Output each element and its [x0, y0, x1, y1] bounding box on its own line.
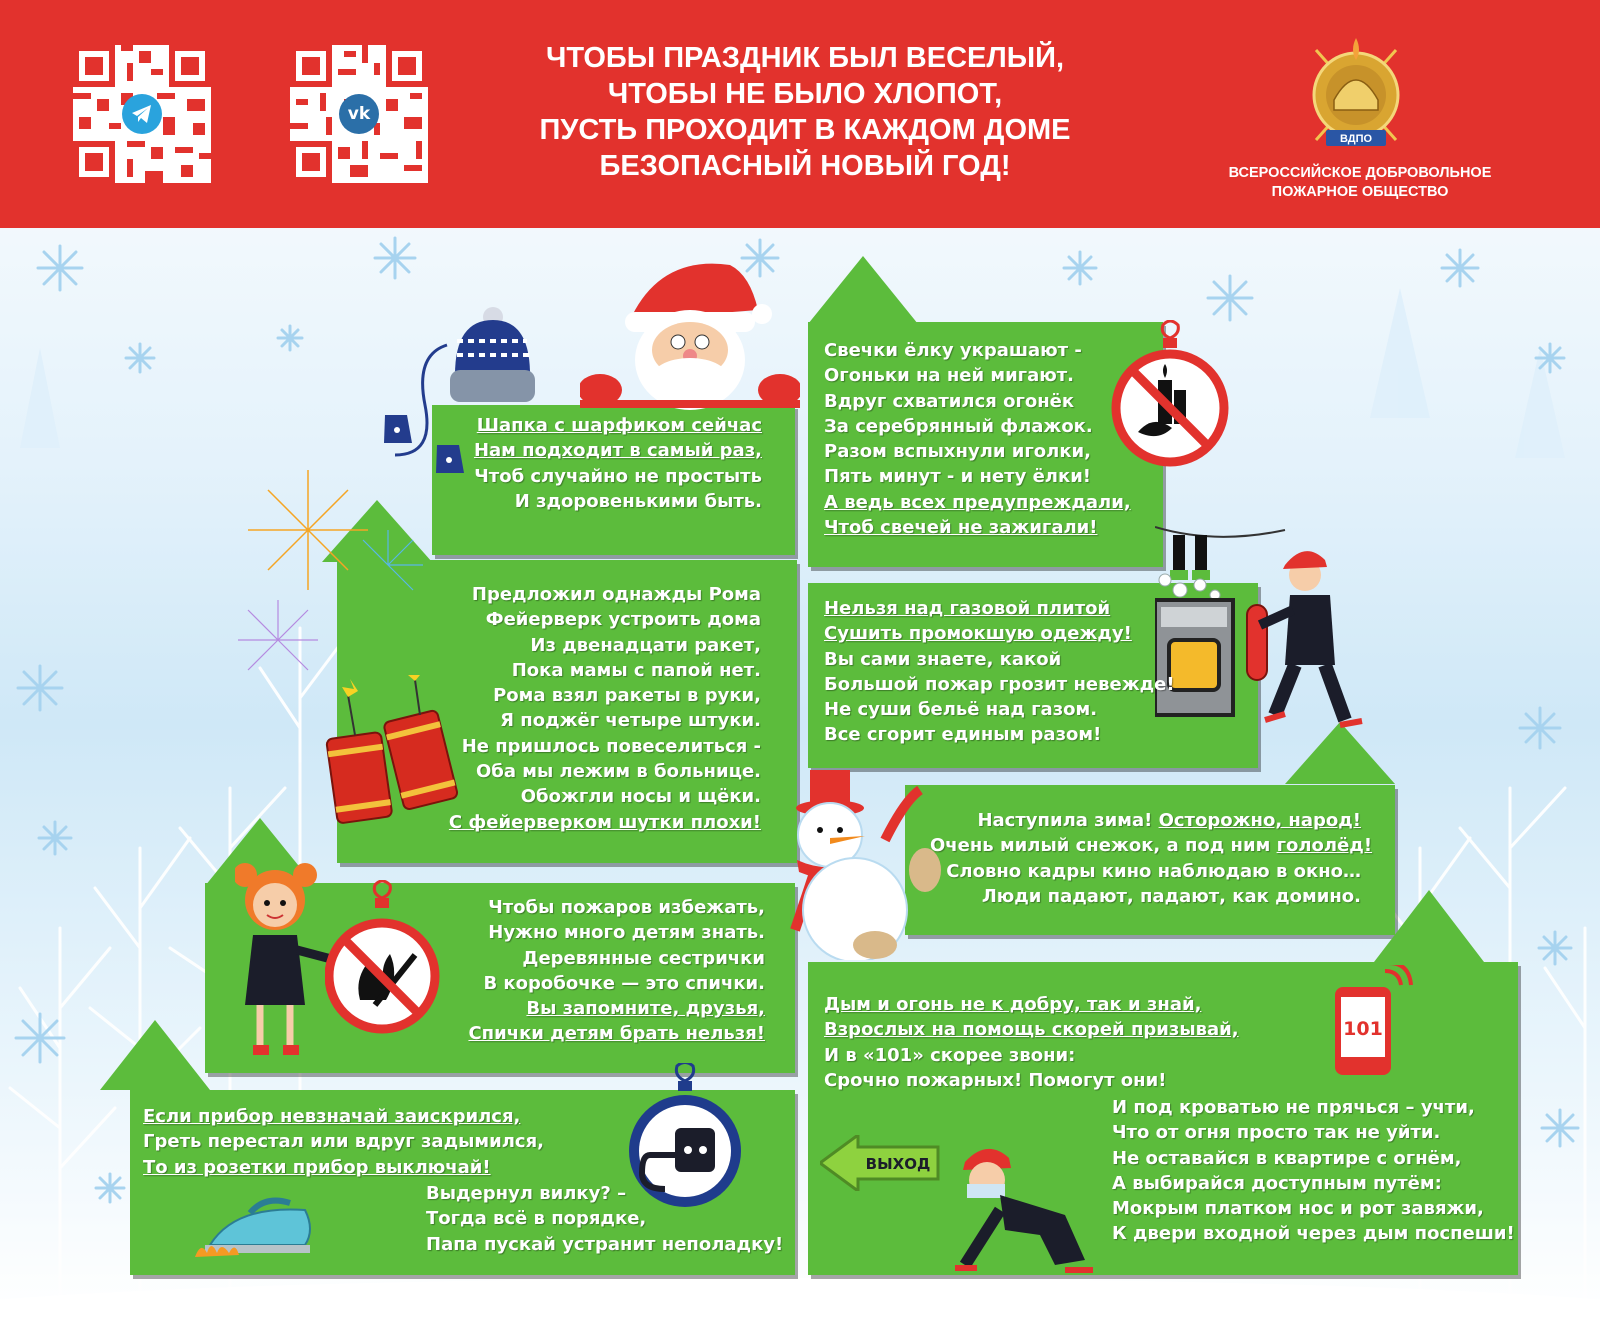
header-banner [0, 0, 1600, 228]
poem-smoke-bottom [1112, 1095, 1515, 1247]
headline-line: БЕЗОПАСНЫЙ НОВЫЙ ГОД! [599, 150, 1011, 182]
firefighter-extinguisher-icon [1155, 515, 1395, 745]
poem-hat [440, 413, 762, 514]
poem-line: Рома взял ракеты в руки, [493, 685, 761, 707]
poem-line: Сушить промокшую одежду! [824, 623, 1132, 645]
poem-line: А выбирайся доступным путём: [1112, 1172, 1442, 1194]
poem-line: Вы сами знаете, какой [824, 648, 1062, 670]
poem-line: Не пришлось повеселиться - [461, 735, 761, 757]
poem-line-text: Словно кадры кино наблюдаю в окно… [946, 860, 1361, 882]
poem-line: Нам подходит в самый раз, [473, 440, 762, 462]
poem-fireworks [440, 582, 761, 835]
firecrackers-icon [320, 675, 460, 825]
poem-line: Выдернул вилку? – [426, 1183, 627, 1204]
exit-sign: ВЫХОД [865, 1155, 931, 1173]
vk-icon [339, 94, 379, 134]
poem-line: Мокрым платком нос и рот завяжи, [1112, 1198, 1484, 1220]
poem-line: Обожгли носы и щёки. [520, 786, 761, 808]
telegram-icon [122, 94, 162, 134]
poem-ice [930, 808, 1373, 909]
panel-arrow [808, 256, 918, 324]
poem-line-emphasis: гололёд! [1276, 835, 1373, 857]
poem-line: Вы запомните, друзья, [526, 998, 765, 1020]
crawling-firefighter-icon [945, 1140, 1105, 1280]
poem-line: Пять минут - и нету ёлки! [824, 466, 1092, 488]
poem-smoke-top [824, 992, 1239, 1093]
poem-line: Оба мы лежим в больнице. [475, 761, 761, 783]
poem-line: Спички детям брать нельзя! [468, 1023, 765, 1045]
poem-line: Предложил однажды Рома [471, 584, 761, 605]
poem-line: К двери входной через дым поспеши! [1112, 1223, 1515, 1245]
poem-line: Срочно пожарных! Помогут они! [824, 1069, 1167, 1091]
qr-code-vk[interactable] [290, 45, 428, 183]
poem-line: Из двенадцати ракет, [530, 634, 761, 656]
vk-badge-label: vk [347, 104, 371, 124]
poem-line: А ведь всех предупреждали, [824, 491, 1131, 513]
poem-line: Шапка с шарфиком сейчас [476, 415, 762, 436]
burning-iron-icon [195, 1195, 325, 1265]
vdpo-emblem-icon [1296, 30, 1416, 160]
poem-line: Чтоб свечей не зажигали! [824, 517, 1098, 539]
poem-line: Что от огня просто так не уйти. [1112, 1122, 1441, 1144]
poem-line: Нельзя над газовой плитой [824, 598, 1111, 619]
poem-line: Чтобы пожаров избежать, [488, 897, 765, 918]
headline-line: ПУСТЬ ПРОХОДИТ В КАЖДОМ ДОМЕ [539, 114, 1071, 146]
santa-icon [580, 250, 800, 420]
poem-line [930, 808, 1361, 833]
poem-candles [824, 338, 1131, 540]
poem-line [930, 884, 1361, 909]
poem-matches [440, 895, 765, 1047]
phone-101-icon [1335, 965, 1415, 1085]
poem-appliance-top [143, 1104, 544, 1180]
poem-line: И в «101» скорее звони: [824, 1044, 1076, 1066]
panel-arrow [1374, 890, 1484, 962]
qr-code-telegram[interactable] [73, 45, 211, 183]
poem-line: Вдруг схватился огонёк [824, 390, 1075, 412]
poem-line: И здоровенькими быть. [514, 490, 762, 512]
poem-line: Не оставайся в квартире с огнём, [1112, 1147, 1462, 1169]
poem-line: Я поджёг четыре штуки. [500, 710, 761, 732]
poem-line: Нужно много детям знать. [488, 922, 765, 944]
poem-line: Чтоб случайно не простыть [474, 465, 762, 487]
headline-line: ЧТОБЫ НЕ БЫЛО ХЛОПОТ, [607, 78, 1003, 110]
org-name [1205, 164, 1515, 202]
poem-line: Огоньки на ней мигают. [824, 365, 1075, 387]
poem-line: Тогда всё в порядке, [426, 1208, 647, 1230]
poem-line: Все сгорит единым разом! [824, 724, 1102, 746]
poem-line: То из розетки прибор выключай! [143, 1156, 491, 1178]
poem-line: Пока мамы с папой нет. [511, 659, 761, 681]
exit-arrow-icon [820, 1135, 940, 1191]
headline [470, 40, 1140, 184]
poem-line: Большой пожар грозит невежде! [824, 673, 1175, 695]
poem-line: Взрослых на помощь скорей призывай, [824, 1019, 1239, 1041]
poem-line [930, 833, 1373, 858]
snowman-icon [755, 760, 945, 960]
poem-line [930, 859, 1361, 884]
poem-line-text: Люди падают, падают, как домино. [981, 885, 1361, 907]
poem-line-text: Очень милый снежок, а под ним [930, 835, 1277, 857]
poem-line-text: Наступила зима! [977, 810, 1159, 831]
no-matches-icon [325, 880, 445, 1040]
poem-line: За серебрянный флажок. [824, 415, 1093, 437]
poem-line: В коробочке — это спички. [483, 972, 765, 994]
poem-line: Дым и огонь не к добру, так и знай, [824, 994, 1202, 1015]
poem-line: Папа пускай устранит неполадку! [426, 1233, 784, 1255]
poem-line: Деревянные сестрички [522, 947, 765, 969]
org-name-line: ВСЕРОССИЙСКОЕ ДОБРОВОЛЬНОЕ [1228, 165, 1492, 181]
poem-line: Свечки ёлку украшают - [824, 340, 1082, 361]
headline-line: ЧТОБЫ ПРАЗДНИК БЫЛ ВЕСЕЛЫЙ, [545, 42, 1065, 74]
emergency-number: 101 [1343, 1018, 1383, 1040]
poem-line: Фейерверк устроить дома [485, 609, 761, 631]
poem-line-emphasis: Осторожно, народ! [1158, 810, 1361, 831]
poem-line: Если прибор невзначай заискрился, [143, 1106, 521, 1127]
poem-line: Разом вспыхнули иголки, [824, 441, 1091, 463]
poem-gas [824, 596, 1175, 748]
poem-line: Не суши бельё над газом. [824, 699, 1098, 721]
panel-arrow [100, 1020, 210, 1090]
poem-line: Греть перестал или вдруг задымился, [143, 1131, 544, 1153]
poem-appliance-bottom [426, 1181, 783, 1257]
org-name-line: ПОЖАРНОЕ ОБЩЕСТВО [1271, 184, 1449, 200]
emblem-label: ВДПО [1339, 133, 1373, 145]
poem-line: И под кроватью не прячься – учти, [1112, 1097, 1475, 1118]
poem-line: С фейерверком шутки плохи! [448, 811, 761, 833]
